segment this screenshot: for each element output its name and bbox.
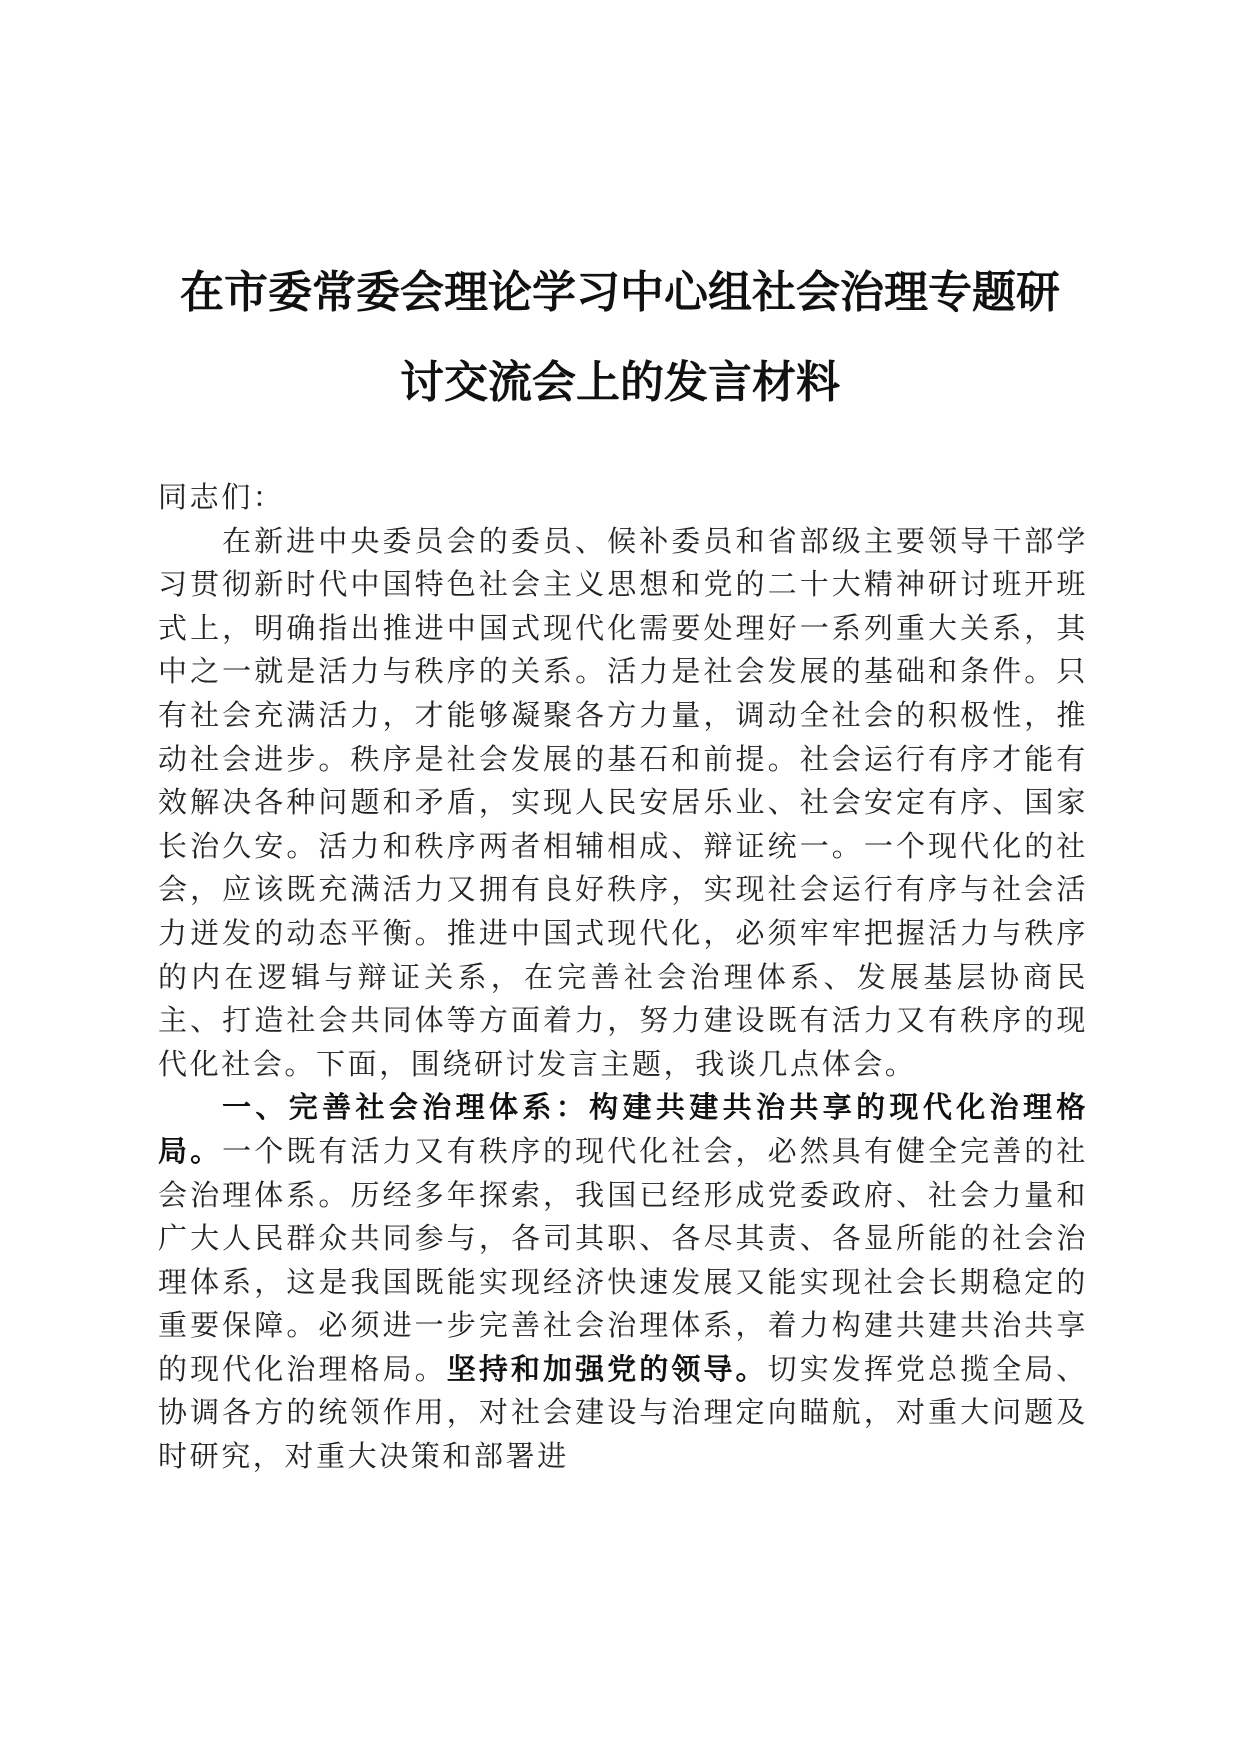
intro-paragraph: 在新进中央委员会的委员、候补委员和省部级主要领导干部学习贯彻新时代中国特色社会主义思想和党的二十大精神研讨班开班式上，明确指出推进中国式现代化需要处理好一系列重大关系，其中之一就是活力与秩序的关系。活力是社会发展的基础和条件。只有社会充满活力，才能够凝聚各方力量，调动全社会的积极性，推动社会进步。秩序是社会发展的基石和前提。社会运行有序才能有效解决各种问题和矛盾，实现人民安居乐业、社会安定有序、国家长治久安。活力和秩序两者相辅相成、辩证统一。一个现代化的社会，应该既充满活力又拥有良好秩序，实现社会运行有序与社会活力迸发的动态平衡。推进中国式现代化，必须牢牢把握活力与秩序的内在逻辑与辩证关系，在完善社会治理体系、发展基层协商民主、打造社会共同体等方面着力，努力建设既有活力又有秩序的现代化社会。下面，围绕研讨发言主题，我谈几点体会。 <box>158 523 1088 1081</box>
title-line-1: 在市委常委会理论学习中心组社会治理专题研 <box>180 267 1060 318</box>
section-1-heading: 一、完善社会治理体系：构建共建共治共享的现代化治理格局。 <box>158 1090 1088 1168</box>
salutation: 同志们： <box>158 480 285 514</box>
section-1-text: 一个既有活力又有秩序的现代化社会，必然具有健全完善的社会治理体系。历经多年探索，我国已经形成党委政府、社会力量和广大人民群众共同参与，各司其职、各尽其责、各显所能的社会治理体系，这是我国既能实现经济快速发展又能实现社会长期稳定的重要保障。必须进一步完善社会治理体系，着力构建共建共治共享的现代化治理格局。 <box>158 1133 1088 1386</box>
document-title <box>150 248 1090 428</box>
section-1-subtext: 切实发挥党总揽全局、协调各方的统领作用，对社会建设与治理定向瞄航，对重大问题及时研究，对重大决策和部署进 <box>158 1351 1088 1474</box>
section-1-paragraph <box>158 1086 1088 1478</box>
section-1-subheading: 坚持和加强党的领导。 <box>446 1351 768 1386</box>
title-line-2: 讨交流会上的发言材料 <box>400 357 840 408</box>
document-body <box>158 476 1088 1479</box>
